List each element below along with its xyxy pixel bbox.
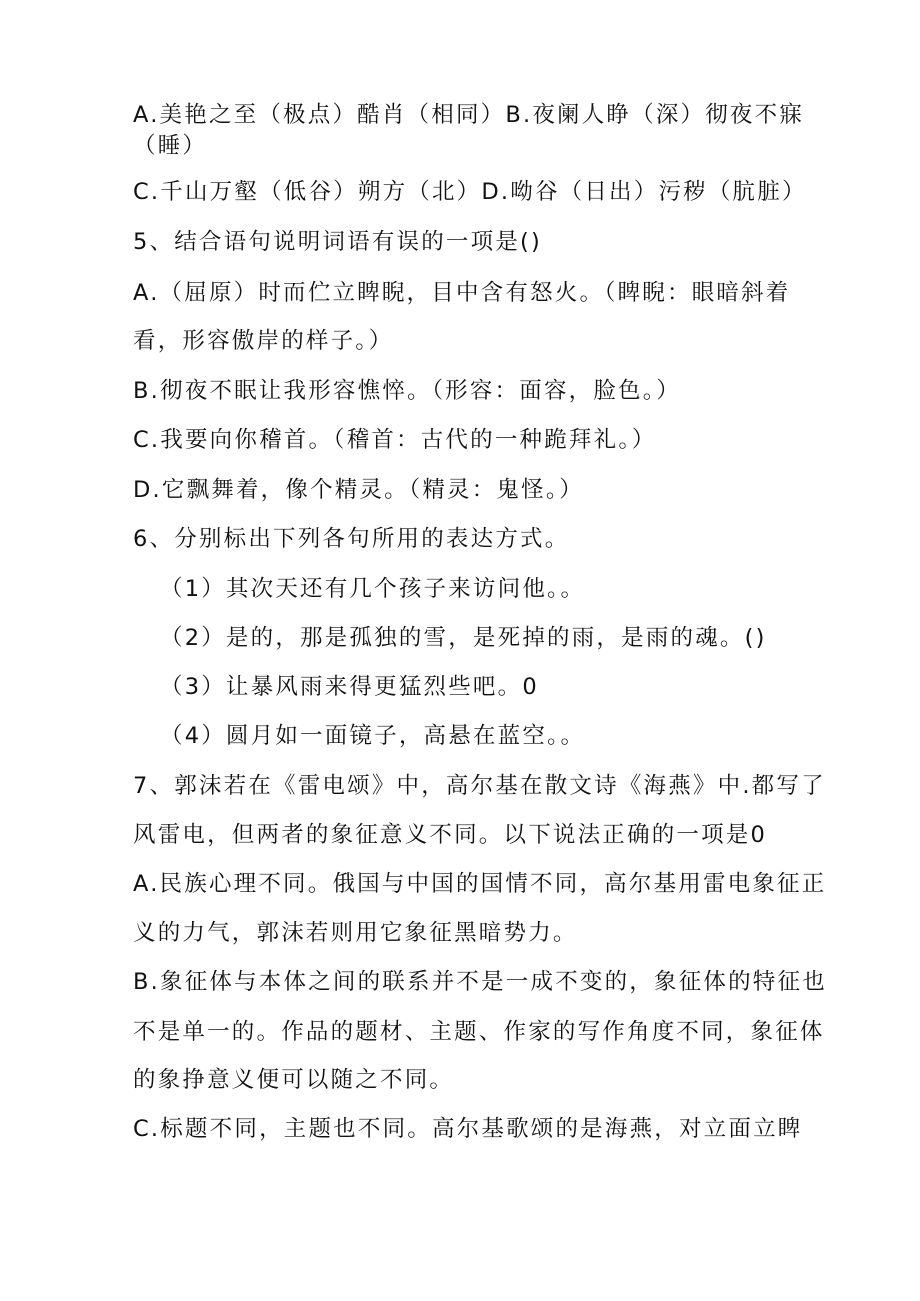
- question-6-item-2: （2）是的，那是孤独的雪，是死掉的雨，是雨的魂。(): [160, 625, 767, 651]
- question-7-option-b: B.象征体与本体之间的联系并不是一成不变的，象征体的特征也: [133, 969, 827, 995]
- question-5-title: 5、结合语句说明词语有误的一项是(): [133, 229, 542, 255]
- question-6-item-3: （3）让暴风雨来得更猛烈些吧。0: [160, 674, 539, 700]
- question-7-option-a-continued: 义的力气，郭沫若则用它象征黑暗势力。: [133, 920, 578, 946]
- question-5-option-c: C.我要向你稽首。（稽首：古代的一种跪拜礼。）: [133, 427, 657, 453]
- question-6-title: 6、分别标出下列各句所用的表达方式。: [133, 526, 570, 552]
- option-line-a-b: A.美艳之至（极点）酷肖（相同）B.夜阑人睁（深）彻夜不寐: [133, 102, 805, 128]
- question-7-option-b-continued-1: 不是单一的。作品的题材、主题、作家的写作角度不同，象征体: [133, 1019, 825, 1045]
- question-7-title: 7、郭沫若在《雷电颂》中，高尔基在散文诗《海燕》中.都写了: [133, 773, 826, 799]
- question-6-item-1: （1）其次天还有几个孩子来访问他。。: [160, 576, 586, 602]
- question-5-option-d: D.它飘舞着，像个精灵。（精灵：鬼怪。）: [133, 477, 584, 503]
- question-5-option-a-continued: 看，形容傲岸的样子。）: [133, 328, 394, 354]
- question-7-title-continued: 风雷电，但两者的象征意义不同。以下说法正确的一项是0: [133, 822, 768, 848]
- question-5-option-a: A.（屈原）时而伫立睥睨，目中含有怒火。（睥睨：眼暗斜着: [133, 280, 791, 306]
- question-5-option-b: B.彻夜不眠让我形容憔悴。（形容：面容，脸色。）: [133, 378, 681, 404]
- option-line-b-continued: （睡）: [133, 133, 208, 159]
- question-7-option-a: A.民族心理不同。俄国与中国的国情不同，高尔基用雷电象征正: [133, 871, 827, 897]
- question-7-option-b-continued-2: 的象挣意义便可以随之不同。: [133, 1067, 455, 1093]
- option-line-c-d: C.千山万壑（低谷）朔方（北）D.呦谷（日出）污秽（肮脏）: [133, 179, 807, 205]
- question-6-item-4: （4）圆月如一面镜子，高悬在蓝空。。: [160, 723, 586, 749]
- question-7-option-c: C.标题不同，主题也不同。高尔基歌颂的是海燕，对立面立睥: [133, 1116, 803, 1142]
